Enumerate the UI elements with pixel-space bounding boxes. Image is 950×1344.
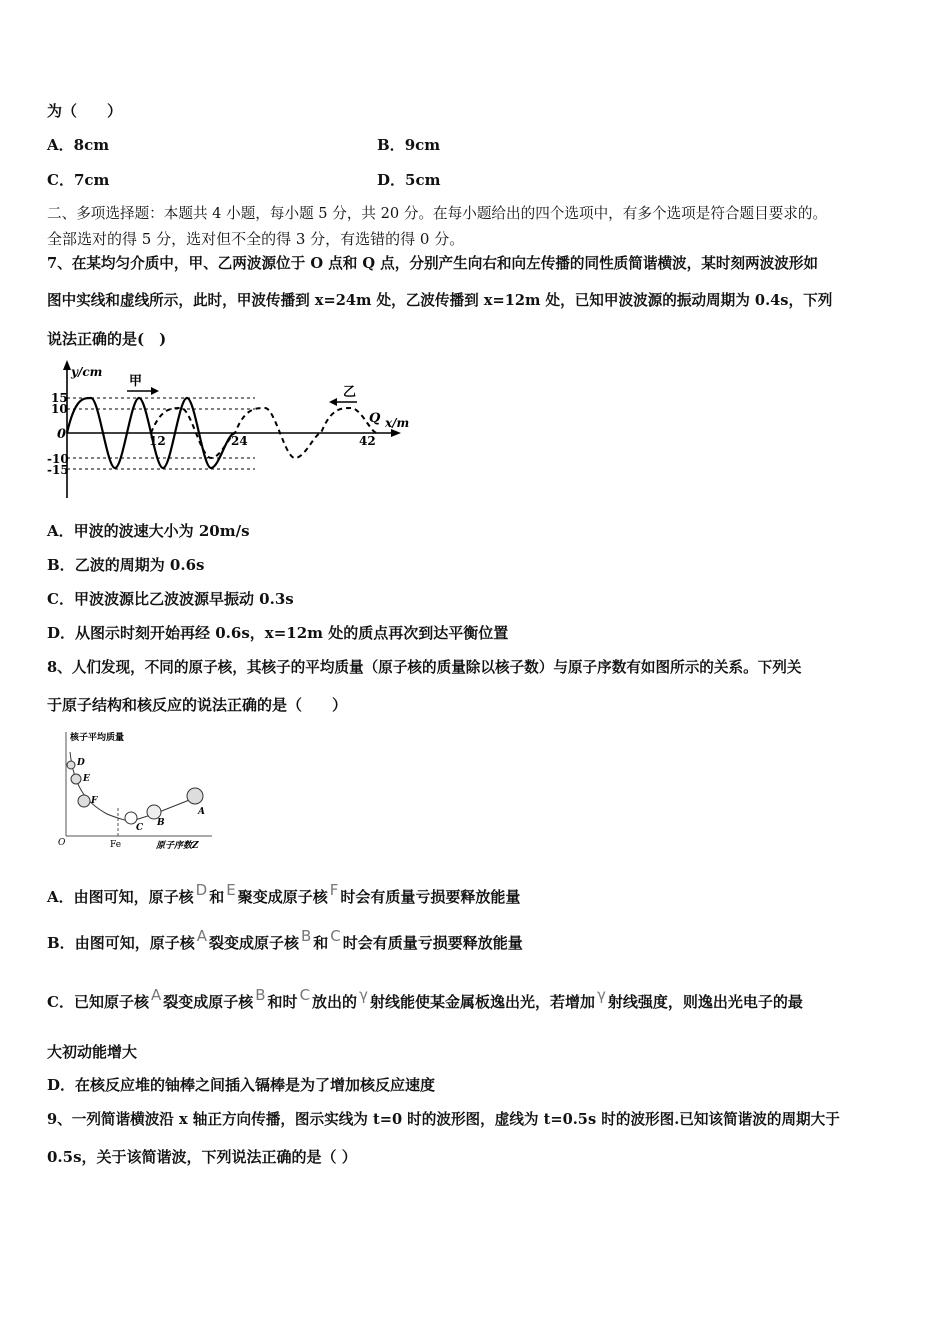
q7-point-q-label: Q (369, 411, 381, 426)
q7-x-axis-arrow (391, 429, 401, 437)
q7-arrow-a-head (151, 387, 159, 395)
q7-option-a: A．甲波的波速大小为 20m/s (47, 522, 250, 540)
q7-y-axis-arrow (63, 360, 71, 370)
q8-point-d-label: D (77, 758, 85, 768)
q6-option-d: D．5cm (377, 171, 441, 189)
q7-arrow-b-head (329, 398, 337, 406)
q7-stem-line1: 7、在某均匀介质中，甲、乙两波源位于 O 点和 Q 点，分别产生向右和向左传播的同性质简谐横波，某时刻两波波形如 (47, 255, 819, 272)
q6-option-b: B．9cm (377, 136, 441, 154)
q7-stem-line3: 说法正确的是( ) (47, 330, 167, 348)
q7-x-tick-42: 42 (359, 434, 376, 448)
q7-wave-figure (45, 358, 415, 503)
q8-point-a (187, 788, 203, 804)
q8-option-d: D．在核反应堆的铀棒之间插入镉棒是为了增加核反应速度 (47, 1076, 436, 1094)
q8-point-f-label: F (91, 796, 98, 806)
q7-x-tick-12: 12 (149, 434, 166, 448)
q8-fe-label: Fe (110, 840, 122, 850)
q8-point-c-label: C (136, 823, 144, 833)
q7-option-b: B．乙波的周期为 0.6s (47, 556, 205, 574)
q7-y-tick-10: 10 (51, 402, 68, 416)
q8-option-b: B．由图可知，原子核 A 裂变成原子核 B 和 C 时会有质量亏损要释放能量 (47, 927, 523, 952)
q8-point-b-label: B (157, 818, 165, 828)
q8-point-b (147, 805, 161, 819)
q8-binding-figure (52, 728, 222, 853)
q6-stem-tail: 为（ ） (47, 102, 123, 120)
q8-stem-line2: 于原子结构和核反应的说法正确的是（ ） (47, 696, 348, 714)
q8-origin-label: O (58, 838, 66, 848)
q6-option-c: C．7cm (47, 171, 110, 189)
q8-stem-line1: 8、人们发现，不同的原子核，其核子的平均质量（原子核的质量除以核子数）与原子序数有如图所示的关系。下列关 (47, 659, 802, 676)
q9-stem-line2: 0.5s，关于该简谐波，下列说法正确的是（ ） (47, 1148, 357, 1166)
q6-option-a: A．8cm (47, 136, 110, 154)
q8-y-axis-label: 核子平均质量 (70, 733, 125, 743)
q7-origin-label: 0 (57, 427, 67, 442)
q8-point-e-label: E (83, 774, 90, 784)
q9-stem-line1: 9、一列简谐横波沿 x 轴正方向传播，图示实线为 t=0 时的波形图，虚线为 t=0.5s 时的波形图.已知该简谐波的周期大于 (47, 1111, 840, 1128)
q8-x-axis-label: 原子序数Z (156, 841, 199, 851)
q7-option-c: C．甲波波源比乙波波源早振动 0.3s (47, 590, 294, 608)
q7-y-axis-label: y/cm (71, 365, 103, 379)
q8-option-c-continued: 大初动能增大 (47, 1043, 138, 1061)
section2-instructions-line1: 二、多项选择题：本题共 4 小题，每小题 5 分，共 20 分。在每小题给出的四个选项中，有多个选项是符合题目要求的。 (47, 205, 828, 222)
q7-x-tick-24: 24 (231, 434, 248, 448)
q7-option-d: D．从图示时刻开始再经 0.6s，x=12m 处的质点再次到达平衡位置 (47, 624, 509, 642)
q8-option-c: C．已知原子核 A 裂变成原子核 B 和时 C 放出的 γ 射线能使某金属板逸出光，若增加 γ 射线强度，则逸出光电子的最 (47, 986, 803, 1011)
q8-point-a-label: A (198, 807, 205, 817)
q7-y-tick-15: 15 (51, 391, 68, 405)
q7-x-axis-label: x/m (385, 416, 410, 430)
q8-curve (70, 752, 197, 821)
q7-wave-a-label: 甲 (129, 374, 143, 389)
q8-point-e (71, 774, 81, 784)
q8-point-f (78, 795, 90, 807)
q8-option-a: A．由图可知，原子核 D 和 E 聚变成原子核 F 时会有质量亏损要释放能量 (47, 881, 521, 906)
q7-wave-b-label: 乙 (343, 385, 357, 400)
section2-instructions-line2: 全部选对的得 5 分，选对但不全的得 3 分，有选错的得 0 分。 (47, 230, 465, 248)
q7-y-tick-neg15: -15 (47, 463, 69, 477)
q7-stem-line2: 图中实线和虚线所示，此时，甲波传播到 x=24m 处，乙波传播到 x=12m 处，已知甲波波源的振动周期为 0.4s，下列 (47, 292, 833, 309)
q8-point-d (67, 761, 75, 769)
q7-y-tick-neg10: -10 (47, 452, 69, 466)
